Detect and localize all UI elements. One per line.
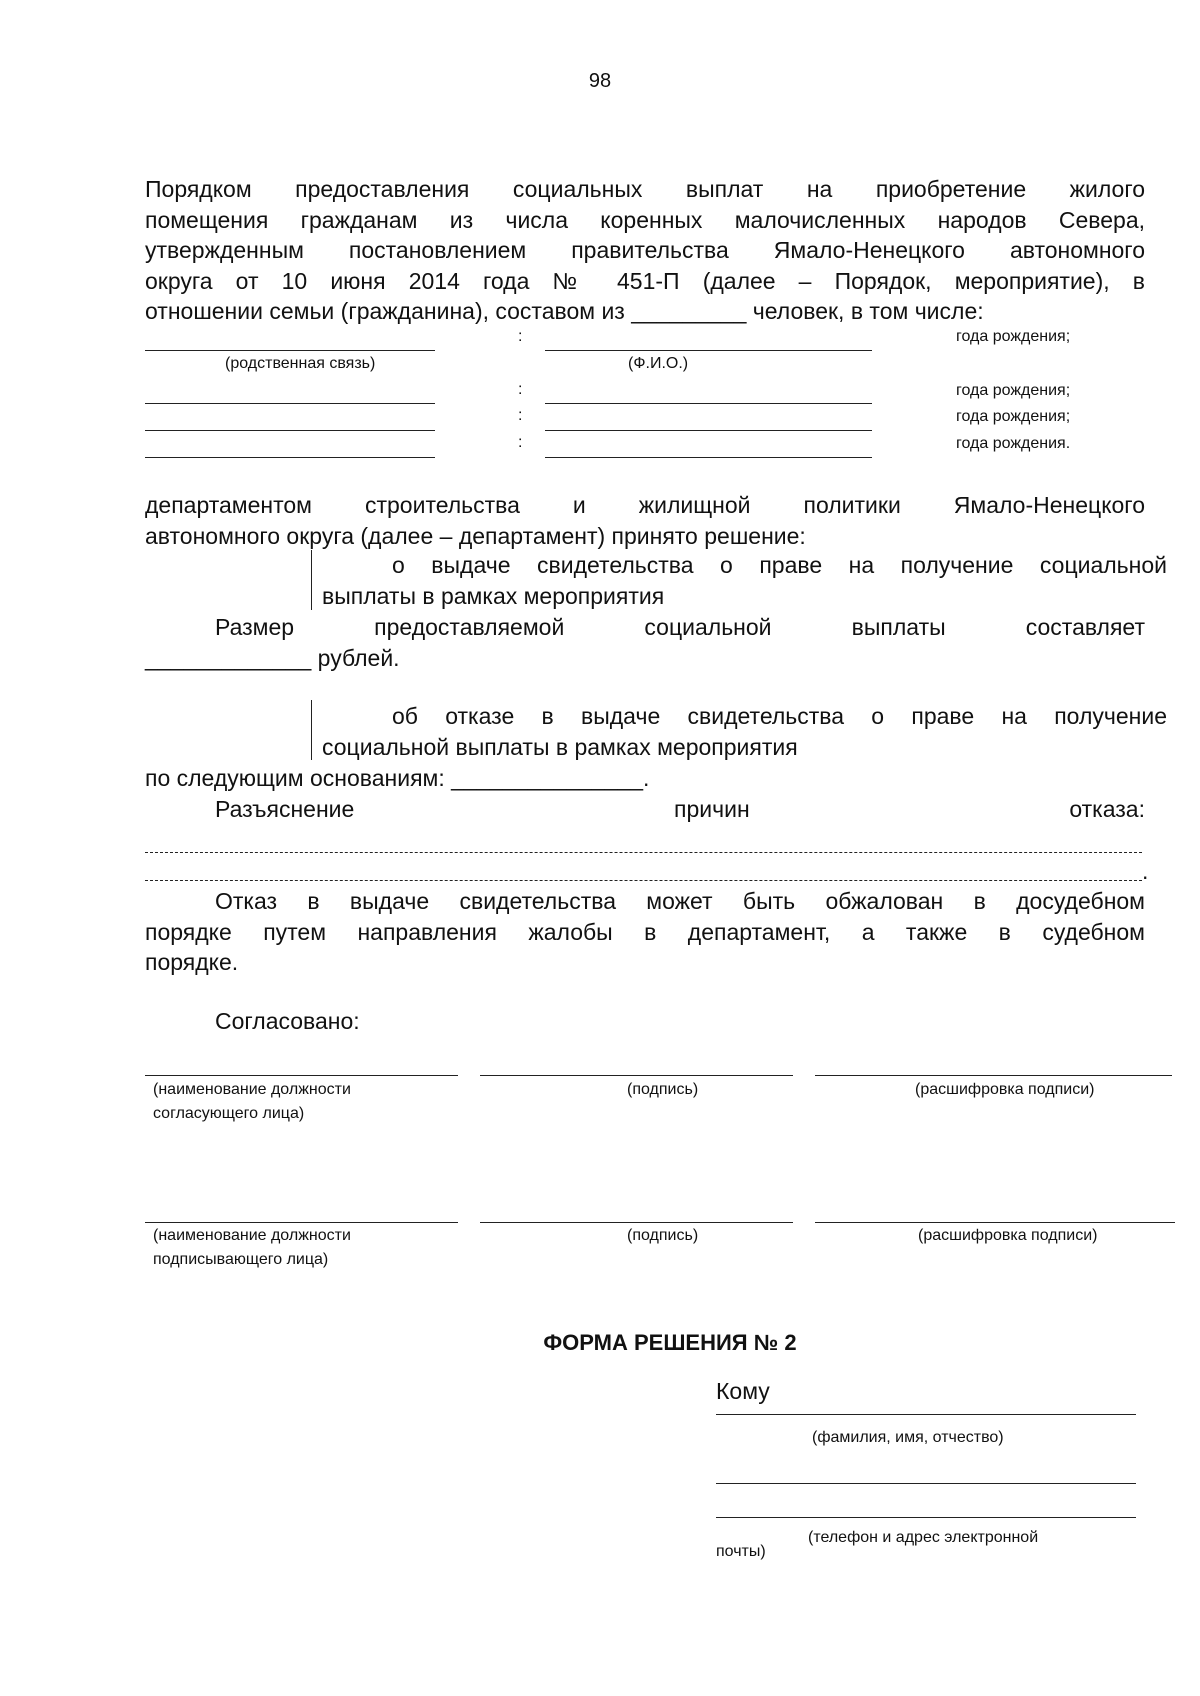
colon-separator: : — [518, 407, 523, 424]
signature-caption: (подпись) — [627, 1081, 699, 1098]
refusal-details — [145, 763, 1145, 824]
relation-field[interactable] — [145, 430, 435, 431]
contact-caption: (телефон и адрес электронной — [808, 1529, 1039, 1546]
refusal-explanation: Разъяснение причин отказа: — [215, 795, 1145, 822]
grant-amount-line: _____________ рублей. — [145, 644, 400, 671]
decode-field[interactable] — [815, 1075, 1172, 1076]
colon-separator: : — [518, 381, 523, 398]
signature-field[interactable] — [480, 1222, 793, 1223]
position-caption: (наименование должности подписывающего лица) — [153, 1227, 351, 1268]
department-line: автономного округа (далее – департамент) принято решение: — [145, 522, 806, 549]
relation-field[interactable] — [145, 403, 435, 404]
birth-year-label: года рождения; — [956, 382, 1071, 399]
appeal-line: порядке путем направления жалобы в департамент, а также в судебном — [145, 918, 1145, 945]
fio-field[interactable] — [545, 403, 872, 404]
signature-field[interactable] — [480, 1075, 793, 1076]
form2-title: ФОРМА РЕШЕНИЯ № 2 — [543, 1330, 797, 1355]
fio-caption: (Ф.И.О.) — [628, 355, 689, 372]
recipient-contact-field[interactable] — [716, 1517, 1136, 1518]
position-field[interactable] — [145, 1075, 458, 1076]
grant-option-marker[interactable] — [311, 550, 312, 610]
intro-line: помещения гражданам из числа коренных малочисленных народов Севера, — [145, 206, 1145, 233]
decode-caption: (расшифровка подписи) — [918, 1227, 1098, 1244]
department-paragraph — [145, 490, 1145, 551]
intro-line: Порядком предоставления социальных выплат на приобретение жилого — [145, 176, 1145, 202]
colon-separator: : — [518, 328, 523, 345]
appeal-line-last: порядке. — [145, 949, 239, 975]
refusal-option — [322, 701, 1167, 762]
refusal-grounds: по следующим основаниям: _______________. — [145, 765, 650, 791]
intro-line: утвержденным постановлением правительства Ямало-Ненецкого автономного — [145, 237, 1145, 263]
grant-option — [322, 550, 1167, 611]
fio-field[interactable] — [545, 457, 872, 458]
grant-line: выплаты в рамках мероприятия — [322, 582, 665, 609]
fio-field[interactable] — [545, 350, 872, 351]
explanation-period: . — [1142, 858, 1149, 884]
recipient-contact-field[interactable] — [716, 1483, 1136, 1484]
decode-caption: (расшифровка подписи) — [915, 1081, 1095, 1098]
recipient-name-field[interactable] — [716, 1414, 1136, 1415]
relation-field[interactable] — [145, 457, 435, 458]
grant-line: о выдаче свидетельства о праве на получение социальной — [392, 552, 1167, 578]
explanation-field[interactable] — [145, 880, 1142, 881]
relation-field[interactable] — [145, 350, 435, 351]
explanation-field[interactable] — [145, 852, 1142, 853]
birth-year-label: года рождения. — [956, 435, 1071, 452]
birth-year-label: года рождения; — [956, 328, 1071, 345]
contact-caption-end: почты) — [716, 1543, 766, 1560]
agreed-label: Согласовано: — [215, 1008, 360, 1034]
decode-field[interactable] — [815, 1222, 1175, 1223]
page-number: 98 — [588, 70, 612, 92]
intro-line: округа от 10 июня 2014 года № 451-П (далее – Порядок, мероприятие), в — [145, 267, 1145, 294]
fio-field[interactable] — [545, 430, 872, 431]
grant-amount-line: Размер предоставляемой социальной выплаты составляет — [215, 614, 1145, 640]
refusal-option-marker[interactable] — [311, 700, 312, 760]
appeal-paragraph — [145, 886, 1145, 978]
intro-line-last: отношении семьи (гражданина), составом из _________ человек, в том числе: — [145, 298, 984, 324]
refusal-line: об отказе в выдаче свидетельства о праве на получение — [392, 703, 1167, 729]
position-field[interactable] — [145, 1222, 458, 1223]
department-line: департаментом строительства и жилищной политики Ямало-Ненецкого — [145, 492, 1145, 518]
position-caption: (наименование должности согласующего лица) — [153, 1081, 351, 1122]
appeal-line: Отказ в выдаче свидетельства может быть обжалован в досудебном — [215, 888, 1145, 914]
birth-year-label: года рождения; — [956, 408, 1071, 425]
grant-amount — [145, 612, 1145, 673]
recipient-name-caption: (фамилия, имя, отчество) — [812, 1429, 1004, 1446]
intro-paragraph — [145, 174, 1145, 327]
relation-caption: (родственная связь) — [225, 355, 376, 372]
refusal-line: социальной выплаты в рамках мероприятия — [322, 733, 798, 760]
to-label: Кому — [716, 1378, 770, 1404]
signature-caption: (подпись) — [627, 1227, 699, 1244]
colon-separator: : — [518, 434, 523, 451]
